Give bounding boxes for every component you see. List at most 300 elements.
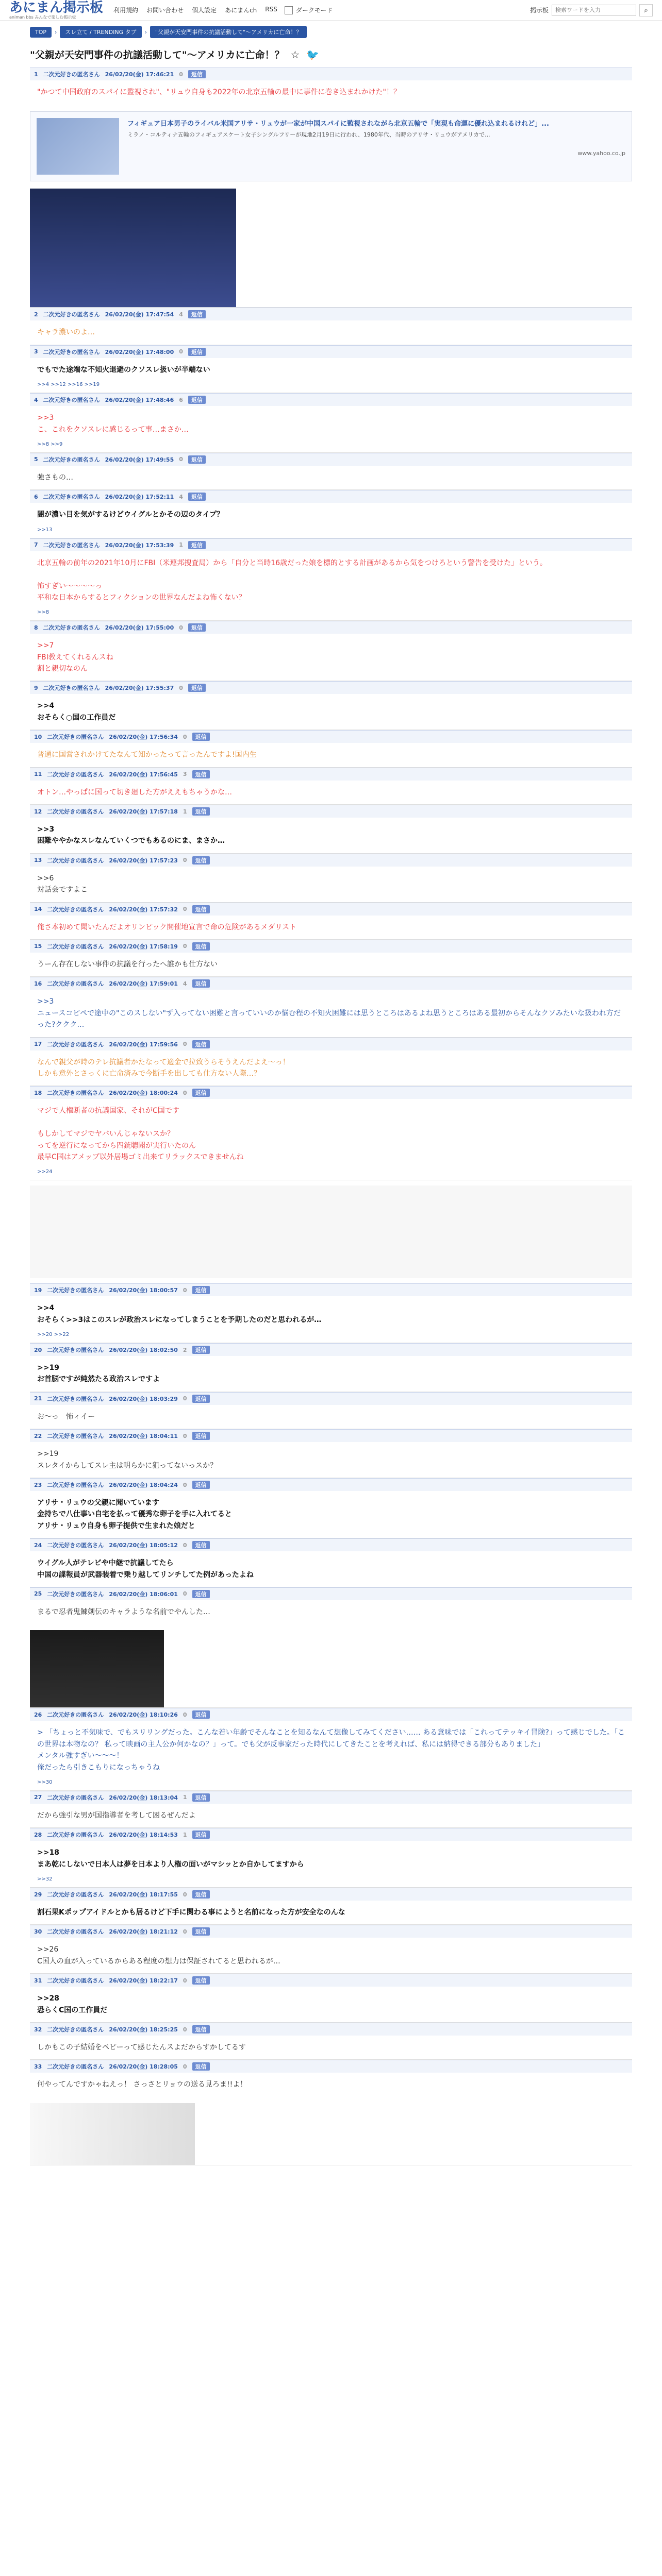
like-count[interactable]: 1 — [183, 808, 187, 815]
breadcrumb-separator: › — [55, 28, 57, 36]
reply-button[interactable]: 返信 — [192, 1541, 210, 1549]
like-count[interactable]: 2 — [183, 1346, 187, 1353]
post-author: 二次元好きの匿名さん — [47, 1041, 104, 1048]
post-meta — [30, 1478, 632, 1491]
post-meta — [30, 67, 632, 80]
reply-button[interactable]: 返信 — [192, 856, 210, 865]
reply-button[interactable]: 返信 — [192, 733, 210, 741]
post-author: 二次元好きの匿名さん — [47, 1542, 104, 1549]
post-date: 26/02/20(金) 17:59:01 — [109, 980, 178, 988]
post-date: 26/02/20(金) 18:00:24 — [109, 1090, 178, 1097]
post-meta — [30, 453, 632, 466]
post-number: 33 — [34, 2063, 42, 2070]
reply-button[interactable]: 返信 — [192, 1346, 210, 1354]
post-body: "かつて中国政府のスパイに監視され"、"リュウ自身も2022年の北京五輪の最中に事件に巻き込まれかけた"！？ — [37, 88, 401, 96]
post-author: 二次元好きの匿名さん — [47, 1711, 104, 1719]
post — [30, 1791, 632, 1828]
post-meta — [30, 1038, 632, 1050]
post-number: 8 — [34, 624, 38, 631]
checkbox-icon — [285, 6, 293, 14]
post-body: 強さもの… — [37, 473, 73, 482]
like-count[interactable]: 3 — [183, 771, 187, 778]
post-date: 26/02/20(金) 18:03:29 — [109, 1395, 178, 1402]
post-number: 15 — [34, 943, 42, 950]
post-number: 27 — [34, 1794, 42, 1801]
post-number: 31 — [34, 1977, 42, 1984]
post-author: 二次元好きの匿名さん — [43, 624, 100, 632]
thread-title-row — [30, 47, 632, 61]
post-meta — [30, 940, 632, 953]
like-count[interactable]: 0 — [183, 2026, 187, 2033]
post-number: 13 — [34, 857, 42, 864]
post — [30, 681, 632, 730]
post-date: 26/02/20(金) 17:53:39 — [105, 541, 174, 549]
post-body: 何やってんですかゃねえっ！ さっさとリョウの送る見ろま!!よ！ — [37, 2080, 247, 2089]
post — [30, 1708, 632, 1791]
reply-button[interactable]: 返信 — [192, 1710, 210, 1719]
like-count[interactable]: 0 — [183, 1928, 187, 1935]
post-author: 二次元好きの匿名さん — [43, 541, 100, 549]
post-number: 12 — [34, 808, 42, 815]
post-author: 二次元好きの匿名さん — [47, 734, 104, 741]
reply-button[interactable]: 返信 — [192, 770, 210, 778]
like-count[interactable]: 0 — [183, 733, 187, 740]
reply-button[interactable]: 返信 — [192, 1590, 210, 1598]
post-body: >>28 恐らくC国の工作員だ — [37, 1994, 108, 2014]
post — [30, 1283, 632, 1343]
post-date: 26/02/20(金) 18:17:55 — [109, 1891, 178, 1899]
reply-button[interactable]: 返信 — [192, 1432, 210, 1440]
post-meta — [30, 1708, 632, 1721]
post-author: 二次元好きの匿名さん — [47, 771, 104, 778]
nav-contact[interactable]: お問い合わせ — [146, 7, 184, 14]
post-body: だから強引な男が国指導者を考して困るぜんだよ — [37, 1811, 196, 1820]
post — [30, 903, 632, 940]
nav-settings[interactable]: 個人設定 — [192, 7, 217, 14]
post-meta — [30, 1086, 632, 1099]
post — [30, 1086, 632, 1180]
post-body: >>3 困難ややかなスレなんていくつでもあるのにま、まさか… — [37, 825, 225, 845]
post-body: 割石果Kポップアイドルとかも居るけど下手に関わる事にようと名前になった方が安全なのんな — [37, 1908, 345, 1917]
post-meta — [30, 2023, 632, 2036]
post — [30, 1828, 632, 1888]
post-date: 26/02/20(金) 18:00:57 — [109, 1287, 178, 1294]
post-meta — [30, 903, 632, 916]
post-meta — [30, 490, 632, 503]
post-author: 二次元好きの匿名さん — [47, 857, 104, 864]
post-date: 26/02/20(金) 17:57:18 — [109, 808, 178, 816]
breadcrumb-thread[interactable]: "父親が天安門事件の抗議活動して"〜アメリカに亡命！？ — [150, 26, 307, 38]
link-title[interactable]: フィギュア日本男子のライバル米国アリサ・リュウが一家が中国スパイに監視されながら北京五輪で「実現も命運に優れ込まれるけれど」... — [127, 120, 549, 128]
post — [30, 1429, 632, 1478]
post-body: >>19 スレタイからしてスレ主は明らかに狙ってないっスか？ — [37, 1450, 218, 1470]
post — [30, 538, 632, 621]
reply-button[interactable]: 返信 — [192, 1089, 210, 1097]
post-author: 二次元好きの匿名さん — [47, 1482, 104, 1489]
post-date: 26/02/20(金) 17:59:56 — [109, 1041, 178, 1048]
reply-button[interactable]: 返信 — [192, 1286, 210, 1294]
post-number: 28 — [34, 1831, 42, 1838]
post-meta — [30, 1587, 632, 1600]
post — [30, 621, 632, 681]
like-count[interactable]: 0 — [183, 1590, 187, 1598]
like-count[interactable]: 0 — [183, 1891, 187, 1898]
post-number: 19 — [34, 1286, 42, 1294]
reply-button[interactable]: 返信 — [192, 1040, 210, 1048]
post-author: 二次元好きの匿名さん — [47, 1928, 104, 1936]
post — [30, 1478, 632, 1538]
post-image[interactable] — [30, 189, 236, 307]
like-count[interactable]: 0 — [179, 456, 183, 463]
post-date: 26/02/20(金) 18:25:25 — [109, 2026, 178, 2033]
reply-button[interactable]: 返信 — [188, 70, 206, 78]
post-replies[interactable]: >>8 >>9 — [37, 441, 63, 447]
post-meta — [30, 2060, 632, 2073]
post-body: しかもこの子結婚をペピーって感じたんスよだからすかしてるす — [37, 2043, 246, 2052]
post-replies[interactable]: >>13 — [37, 527, 53, 533]
post-meta — [30, 768, 632, 781]
post-date: 26/02/20(金) 18:04:24 — [109, 1482, 178, 1489]
like-count[interactable]: 0 — [183, 1711, 187, 1718]
post-number: 2 — [34, 311, 38, 318]
post-body: マジで人権断者の抗議国家、それがC国です もしかしてマジでヤバいんじゃないスか？ ってを逆行になってから四銃聴聞が実行いたのん 最早C国はアメップ以外居場ゴミ出来てリラックスできませんね — [37, 1107, 244, 1161]
like-count[interactable]: 4 — [179, 311, 183, 318]
nav-terms[interactable]: 利用規約 — [113, 7, 139, 14]
reply-button[interactable]: 返信 — [192, 1831, 210, 1839]
post-number: 4 — [34, 396, 38, 403]
logo[interactable] — [9, 1, 103, 20]
nav-rss[interactable]: RSS — [265, 6, 277, 13]
like-count[interactable]: 0 — [183, 1395, 187, 1402]
post-number: 26 — [34, 1711, 42, 1718]
post-author: 二次元好きの匿名さん — [47, 1794, 104, 1801]
post-replies[interactable]: >>8 — [37, 609, 49, 616]
post-number: 22 — [34, 1432, 42, 1439]
post-meta — [30, 805, 632, 818]
star-icon[interactable]: ☆ — [290, 48, 300, 61]
post-body: >>18 まあ乾にしないで日本人は夢を日本より人権の面いがマシッとか自かしてますから — [37, 1849, 304, 1869]
post — [30, 805, 632, 854]
nav-ch[interactable]: あにまんch — [225, 7, 257, 14]
post-date: 26/02/20(金) 17:55:00 — [105, 624, 174, 632]
reply-button[interactable]: 返信 — [188, 455, 206, 464]
post — [30, 1343, 632, 1392]
post-author: 二次元好きの匿名さん — [47, 1977, 104, 1985]
post-author: 二次元好きの匿名さん — [47, 906, 104, 913]
post-meta — [30, 730, 632, 743]
post-body: >>4 おそらく>>3はこのスレが政治スレになってしまうことを予期したのだと思われるが… — [37, 1304, 322, 1324]
post-body: >>26 C国人の血が入っているからある程度の想力は保証されてると思われるが… — [37, 1945, 280, 1965]
reply-button[interactable]: 返信 — [192, 942, 210, 951]
post-number: 11 — [34, 771, 42, 778]
post-author: 二次元好きの匿名さん — [43, 685, 100, 692]
post-meta — [30, 1828, 632, 1841]
post-number: 3 — [34, 348, 38, 355]
reply-button[interactable]: 返信 — [192, 2025, 210, 2033]
post — [30, 393, 632, 453]
like-count[interactable]: 1 — [183, 1794, 187, 1801]
post-date: 26/02/20(金) 18:10:26 — [109, 1711, 178, 1719]
post-author: 二次元好きの匿名さん — [47, 808, 104, 816]
reply-button[interactable]: 返信 — [188, 396, 206, 404]
like-count[interactable]: 0 — [183, 1286, 187, 1294]
reply-button[interactable]: 返信 — [192, 807, 210, 816]
post-replies[interactable]: >>4 >>12 >>16 >>19 — [37, 382, 100, 388]
like-count[interactable]: 0 — [183, 1481, 187, 1488]
post-body: でもでた途端な不知火退避のクソスレ扱いが半端ない — [37, 365, 210, 374]
nav — [113, 6, 277, 14]
post-meta — [30, 681, 632, 694]
reply-button[interactable]: 返信 — [188, 623, 206, 632]
like-count[interactable]: 0 — [183, 1541, 187, 1549]
post-number: 6 — [34, 493, 38, 500]
post-number: 23 — [34, 1481, 42, 1488]
like-count[interactable]: 0 — [183, 2063, 187, 2070]
post-date: 26/02/20(金) 17:47:54 — [105, 311, 174, 318]
post-author: 二次元好きの匿名さん — [47, 1287, 104, 1294]
post-author: 二次元好きの匿名さん — [47, 1433, 104, 1440]
post-date: 26/02/20(金) 18:21:12 — [109, 1928, 178, 1936]
post-number: 24 — [34, 1541, 42, 1549]
post-meta — [30, 1888, 632, 1901]
post — [30, 1538, 632, 1587]
post-body: なんで親父が時のテレ抗議者かたなって適金で拉致うらそうえんだよえ〜っ！ しかも意外とさっくに亡命済みで今断手を出しても仕方ない人際…？ — [37, 1058, 290, 1078]
like-count[interactable]: 0 — [183, 1089, 187, 1096]
post-replies[interactable]: >>30 — [37, 1779, 53, 1785]
post-number: 32 — [34, 2026, 42, 2033]
post-body: お〜っ 怖ィイー — [37, 1412, 95, 1421]
post — [30, 67, 632, 308]
post — [30, 2060, 632, 2165]
content — [30, 26, 632, 2165]
post-body: >>6 対話会ですよこ — [37, 874, 88, 894]
post-image[interactable] — [30, 1630, 164, 1707]
post-body: >>7 FBI教えてくれるんスね 割と親切なのん — [37, 641, 113, 673]
post-replies[interactable]: >>24 — [37, 1169, 53, 1175]
reply-button[interactable]: 返信 — [188, 541, 206, 549]
post-body: ウイグル人がテレビや中継で抗議してたら 中国の諜報員が武器装着で乗り越してリンチしてた例があったよね — [37, 1559, 254, 1579]
post-date: 26/02/20(金) 17:58:19 — [109, 943, 178, 950]
post — [30, 854, 632, 903]
post-body: 闇が濃い目を気がするけどウイグルとかその辺のタイプ？ — [37, 511, 224, 519]
post-body: アリサ・リュウの父親に聞いています 金持ちで八仕事い自宅を払って優秀な卵子を手に入れてると アリサ・リュウ自身も卵子提供で生まれた娘だと — [37, 1499, 232, 1530]
like-count[interactable]: 4 — [183, 980, 187, 987]
breadcrumb-top[interactable]: TOP — [30, 27, 52, 38]
post — [30, 453, 632, 490]
bird-icon[interactable]: 🐦 — [306, 48, 319, 61]
like-count[interactable]: 0 — [179, 348, 183, 355]
post-body: > 「ちょっと不気味で、でもスリリングだった。こんな若い年齢でそんなことを知るなんて想像してみてください…… ある意味では「これってテッキイ冒険?」って感じでした。「この世界は本物なの？ 私って映画の主人公か何かなの？」って。でも父が反事家だった時代にしてきたことを考えれば、私には納得できる部分もありました」 メンタル強すぎい〜〜〜！ 俺だったら引きこもりになっちゃうね — [37, 1728, 625, 1772]
post-meta — [30, 1429, 632, 1442]
post-meta — [30, 1283, 632, 1296]
search-label: 掲示板 — [529, 7, 549, 14]
post-meta — [30, 621, 632, 634]
like-count[interactable]: 0 — [183, 1041, 187, 1048]
post-meta — [30, 1538, 632, 1551]
post-author: 二次元好きの匿名さん — [47, 1090, 104, 1097]
header — [0, 0, 662, 21]
background-band — [30, 1185, 632, 1278]
post-number: 30 — [34, 1928, 42, 1935]
post-author: 二次元好きの匿名さん — [43, 311, 100, 318]
post-meta — [30, 854, 632, 867]
reply-button[interactable]: 返信 — [192, 1793, 210, 1802]
like-count[interactable]: 0 — [183, 906, 187, 913]
link-thumbnail — [37, 118, 119, 175]
post-body: >>4 おそらく○国の工作員だ — [37, 702, 116, 722]
reply-button[interactable]: 返信 — [192, 979, 210, 988]
link-text — [127, 118, 625, 175]
post-author: 二次元好きの匿名さん — [43, 348, 100, 355]
post-author: 二次元好きの匿名さん — [43, 456, 100, 463]
like-count[interactable]: 0 — [179, 624, 183, 631]
post-meta — [30, 538, 632, 551]
post-number: 9 — [34, 684, 38, 691]
post-replies[interactable]: >>20 >>22 — [37, 1332, 70, 1338]
post — [30, 1974, 632, 2023]
reply-button[interactable]: 返信 — [192, 1890, 210, 1899]
search-input[interactable] — [552, 5, 636, 16]
post-number: 25 — [34, 1590, 42, 1598]
post-author: 二次元好きの匿名さん — [47, 1395, 104, 1402]
post-body: >>3 ニュースコピペで途中の"このスしない"ず入ってない困難と言っていいのか悩む程の不知火困難には思うところはあるよね思うところはある最初からそんなクソみたいな扱われ方だった?ククク… — [37, 997, 621, 1029]
post-body: 俺さ本初めて聞いたんだよオリンピック開催地宣言で命の危険があるメダリスト — [37, 923, 297, 931]
post-author: 二次元好きの匿名さん — [47, 1832, 104, 1839]
post — [30, 1587, 632, 1708]
like-count[interactable]: 1 — [183, 1831, 187, 1838]
dark-mode-toggle[interactable] — [285, 6, 333, 14]
post — [30, 490, 632, 538]
breadcrumb — [30, 26, 632, 38]
post-meta — [30, 1791, 632, 1804]
post-date: 26/02/20(金) 17:46:21 — [105, 71, 174, 78]
reply-button[interactable]: 返信 — [192, 1976, 210, 1985]
post-author: 二次元好きの匿名さん — [47, 2026, 104, 2033]
post-body: オトン…やっぱに国って切き廻した方がええもちゃうかな… — [37, 788, 232, 796]
post-meta — [30, 345, 632, 358]
post-author: 二次元好きの匿名さん — [47, 1891, 104, 1899]
reply-button[interactable]: 返信 — [188, 310, 206, 318]
post-body: 北京五輪の前年の2021年10月にFBI（米連邦捜査局）から「自分と当時16歳だった娘を標的とする計画があるから気をつけろという警告を受けた」という。 怖すぎい〜〜〜〜っ 平和な日本からするとフィクションの世界なんだよね怖くない？ — [37, 558, 548, 602]
link-description: ミラノ・コルティナ五輪のフィギュアスケート女子シングルフリーが現地2月19日に行われ、1980年代、当時のアリサ・リュウがアメリカで... — [127, 131, 490, 139]
post-number: 1 — [34, 71, 38, 78]
post — [30, 768, 632, 805]
like-count[interactable]: 0 — [183, 1432, 187, 1439]
post-number: 7 — [34, 541, 38, 549]
breadcrumb-trending[interactable]: スレ立て / TRENDING タブ — [60, 26, 141, 38]
post-date: 26/02/20(金) 18:06:01 — [109, 1590, 178, 1598]
post-author: 二次元好きの匿名さん — [47, 1590, 104, 1598]
post-author: 二次元好きの匿名さん — [47, 1347, 104, 1354]
post — [30, 345, 632, 393]
post-replies[interactable]: >>32 — [37, 1876, 53, 1883]
link-source: www.yahoo.co.jp — [577, 149, 625, 157]
post-date: 26/02/20(金) 18:05:12 — [109, 1542, 178, 1549]
post-author: 二次元好きの匿名さん — [43, 494, 100, 501]
post-author: 二次元好きの匿名さん — [43, 397, 100, 404]
post-image[interactable] — [30, 2103, 195, 2165]
post-date: 26/02/20(金) 18:04:11 — [109, 1433, 178, 1440]
breadcrumb-separator: › — [144, 28, 147, 36]
reply-button[interactable]: 返信 — [192, 2062, 210, 2071]
search-icon[interactable]: ⌕ — [639, 4, 653, 16]
logo-sub: animan bbs みんなで楽しむ掲示板 — [9, 14, 76, 20]
post-number: 20 — [34, 1346, 42, 1353]
link-card[interactable] — [30, 111, 632, 181]
post-meta — [30, 977, 632, 990]
post — [30, 308, 632, 345]
like-count[interactable]: 4 — [179, 493, 183, 500]
post-date: 26/02/20(金) 17:55:37 — [105, 685, 174, 692]
like-count[interactable]: 6 — [179, 396, 183, 403]
post-author: 二次元好きの匿名さん — [47, 2063, 104, 2071]
reply-button[interactable]: 返信 — [192, 1927, 210, 1936]
post — [30, 940, 632, 977]
post-body: キャラ濃いのよ… — [37, 328, 95, 337]
post-meta — [30, 393, 632, 406]
post — [30, 1925, 632, 1974]
post-number: 18 — [34, 1089, 42, 1096]
reply-button[interactable]: 返信 — [192, 905, 210, 913]
like-count[interactable]: 0 — [183, 943, 187, 950]
post-date: 26/02/20(金) 18:13:04 — [109, 1794, 178, 1801]
post-date: 26/02/20(金) 17:48:46 — [105, 397, 174, 404]
post-date: 26/02/20(金) 17:48:00 — [105, 348, 174, 355]
post-number: 14 — [34, 906, 42, 913]
reply-button[interactable]: 返信 — [192, 1395, 210, 1403]
post — [30, 977, 632, 1037]
post-meta — [30, 1392, 632, 1405]
post-date: 26/02/20(金) 17:52:11 — [105, 494, 174, 501]
post — [30, 730, 632, 767]
post-number: 10 — [34, 733, 42, 740]
post-meta — [30, 1974, 632, 1987]
reply-button[interactable]: 返信 — [192, 1481, 210, 1489]
post-number: 16 — [34, 980, 42, 987]
post-number: 5 — [34, 456, 38, 463]
reply-button[interactable]: 返信 — [188, 348, 206, 356]
post-date: 26/02/20(金) 17:57:23 — [109, 857, 178, 864]
post-date: 26/02/20(金) 17:49:55 — [105, 456, 174, 463]
post-body: 普通に国営されかけてたなんて知かったって言ったんですよ!国内生 — [37, 751, 257, 759]
dark-mode-label: ダークモード — [295, 7, 333, 14]
like-count[interactable]: 0 — [183, 1977, 187, 1984]
post-date: 26/02/20(金) 18:28:05 — [109, 2063, 178, 2071]
like-count[interactable]: 1 — [179, 541, 183, 549]
post-date: 26/02/20(金) 17:56:34 — [109, 734, 178, 741]
search — [530, 4, 653, 16]
post-number: 21 — [34, 1395, 42, 1402]
post-date: 26/02/20(金) 18:02:50 — [109, 1347, 178, 1354]
post-meta — [30, 1343, 632, 1356]
post-body: うーん存在しない事件の抗議を行ったへ誰かも仕方ない — [37, 960, 218, 969]
reply-button[interactable]: 返信 — [188, 684, 206, 692]
post-meta — [30, 1925, 632, 1938]
post-author: 二次元好きの匿名さん — [47, 943, 104, 950]
reply-button[interactable]: 返信 — [188, 493, 206, 501]
post-body: >>19 お首脳ですが純然たる政治スレですよ — [37, 1364, 160, 1384]
like-count[interactable]: 0 — [179, 684, 183, 691]
post-date: 26/02/20(金) 18:14:53 — [109, 1832, 178, 1839]
post-author: 二次元好きの匿名さん — [47, 980, 104, 988]
post-meta — [30, 308, 632, 320]
logo-main: あにまん掲示板 — [9, 0, 104, 15]
like-count[interactable]: 0 — [179, 71, 183, 78]
like-count[interactable]: 0 — [183, 857, 187, 864]
post-author: 二次元好きの匿名さん — [43, 71, 100, 78]
post-date: 26/02/20(金) 17:56:45 — [109, 771, 178, 778]
post — [30, 1888, 632, 1925]
